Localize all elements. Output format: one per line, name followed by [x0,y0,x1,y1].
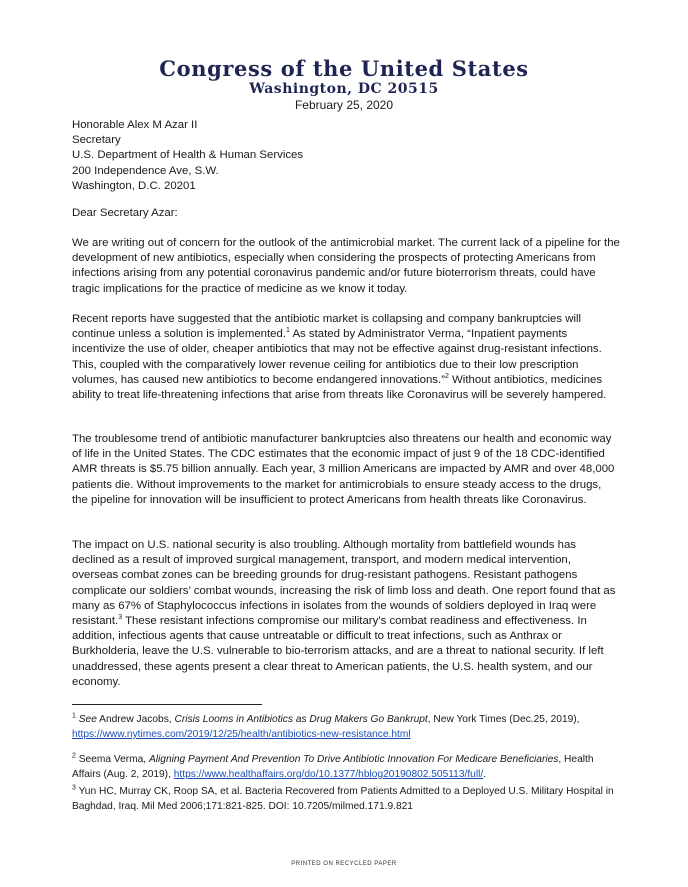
recipient-department: U.S. Department of Health & Human Services [72,149,304,162]
footnote-3 [72,784,620,814]
footnote-ref-3: 3 [118,614,123,622]
letter-date: February 25, 2020 [294,98,394,112]
footnote-2-author: Seema Verma, [78,754,149,765]
footnote-1-source: , New York Times (Dec.25, 2019), [427,714,580,725]
footnote-2-title: Aligning Payment And Prevention To Drive Antibiotic Innovation For Medicare Beneficiaries [148,754,559,765]
letterhead-title: Congress of the United States [159,56,529,81]
footnote-2-end: . [483,769,487,780]
footnote-ref-2: 2 [444,373,449,381]
recipient-title: Secretary [72,134,121,147]
footnote-3-number: 3 [72,784,76,792]
salutation: Dear Secretary Azar: [72,207,178,219]
paragraph-4-part-b: These resistant infections compromise our military’s combat readiness and effectiveness. In addition, infectious agents that cause untreatable or difficult to treat infections, such as Anthrax or Burkholderia, leave the U.S. vulnerable to bio-terrorism attacks, and are a threat to national security. If left unaddressed, these agents present a clear threat to American patients, the U.S. health system, and our economy. [72,615,604,688]
footnote-1-link[interactable]: https://www.nytimes.com/2019/12/25/health/antibiotics-new-resistance.html [72,729,411,740]
paragraph-1: We are writing out of concern for the outlook of the antimicrobial market. The current lack of a pipeline for the development of new antibiotics, especially when considering the prospects of protecting Americans from infections arising from any potential coronavirus pandemic and/or future bioterrorism threats, could have tragic implications for the practice of medicine as we know it today. [72,237,620,295]
footnote-ref-1: 1 [286,327,290,335]
paragraph-2-part-c: Without antibiotics, medicines ability to treat life-threatening infections that arise from threats like Coronavirus will be severely hampered. [72,373,607,402]
footnote-divider [72,704,262,705]
footnote-1-see: See [78,714,97,725]
footnote-3-text: Yun HC, Murray CK, Roop SA, et al. Bacteria Recovered from Patients Admitted to a Deployed U.S. Military Hospital in Baghdad, Iraq. Mil Med 2006;171:821-825. DOI: 10.7205/milmed.171.9.821 [72,786,614,812]
footnote-1-author: Andrew Jacobs, [96,714,175,725]
recipient-name: Honorable Alex M Azar II [72,119,198,131]
footnote-2-link[interactable]: https://www.healthaffairs.org/do/10.1377/hblog20190802.505113/full/ [173,769,484,780]
footnote-1-number: 1 [72,712,76,720]
letterhead-location: Washington, DC 20515 [249,81,439,97]
recipient-address [72,118,620,194]
paragraph-3: The troublesome trend of antibiotic manufacturer bankruptcies also threatens our health and economic way of life in the United States. The CDC estimates that the economic impact of just 9 of the 18 CDC-identified AMR threats is $5.75 billion annually. Each year, 3 million Americans are impacted by AMR and over 48,000 patients die. Without improvements to the market for antimicrobials to ensure steady access to the drugs, the pipeline for innovation will be insufficient to protect Americans from health threats like Coronavirus. [72,433,615,506]
paragraph-4 [72,538,620,690]
paragraph-2-part-a: Recent reports have suggested that the antibiotic market is collapsing and company bankruptcies will continue unless a solution is implemented. [72,313,582,341]
paragraph-4-part-a: The impact on U.S. national security is also troubling. Although mortality from battlefield wounds has declined as a result of improved surgical management, transport, and modern medical intervention, overseas combat zones can be breeding grounds for drug-resistant pathogens. Resistant pathogens complicate our soldiers’ combat wounds, increasing the risk of limb loss and death. One report found that as many as 67% of Staphylococcus infections in isolates from the wounds of soldiers deployed in Iraq were resistant. [72,539,616,628]
paragraph-2-part-b: As stated by Administrator Verma, “Inpatient payments incentivize the use of older, cheaper antibiotics that may not be effective against drug-resistant infections. This, coupled with the comparatively lower revenue ceiling for antibiotics due to their low prescription volumes, has caused new antibiotics to become endangered innovations.” [72,328,602,386]
footnote-2-number: 2 [72,752,76,760]
recycled-paper-footer: PRINTED ON RECYCLED PAPER [291,861,397,867]
recipient-city: Washington, D.C. 20201 [72,179,196,192]
footnote-1-title: Crisis Looms in Antibiotics as Drug Makers Go Bankrupt [174,714,428,725]
footnote-1 [72,712,620,742]
paragraph-2 [72,312,620,403]
footnote-2 [72,752,620,782]
recipient-street: 200 Independence Ave, S.W. [72,164,219,177]
footnote-2-source: , Health Affairs (Aug. 2, 2019), [72,754,594,780]
